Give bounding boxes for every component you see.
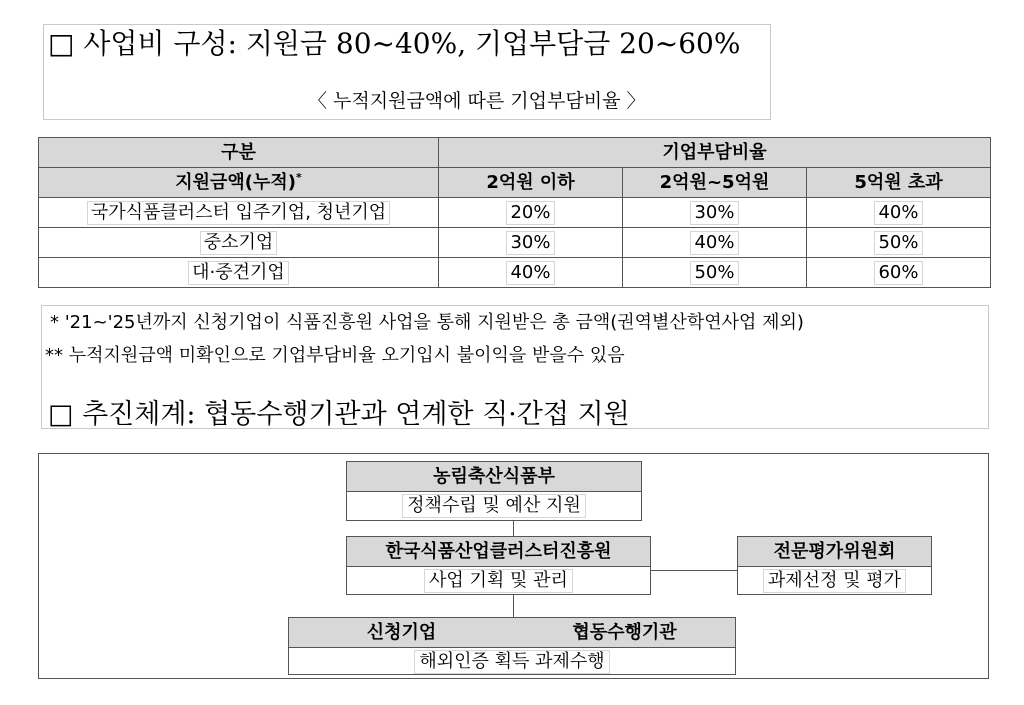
table-subheader-row <box>39 168 991 198</box>
row-label: 대·중견기업 <box>39 258 439 288</box>
table-cell: 40% <box>623 228 807 258</box>
table-cell: 50% <box>807 228 991 258</box>
node-committee: 전문평가위원회 과제선정 및 평가 <box>737 536 932 595</box>
burden-ratio-table <box>38 137 991 288</box>
footnote-2: ** 누적지원금액 미확인으로 기업부담비율 오기입시 불이익을 받을수 있음 <box>45 345 625 366</box>
table-cell: 20% <box>439 198 623 228</box>
table-header-row <box>39 138 991 168</box>
applicant-company-label: 신청기업 <box>289 618 515 648</box>
table-cell: 40% <box>807 198 991 228</box>
table-row <box>39 198 991 228</box>
table-row <box>39 258 991 288</box>
partner-institution-label: 협동수행기관 <box>514 618 735 648</box>
footnote-1: * '21~'25년까지 신청기업이 식품진흥원 사업을 통해 지원받은 총 금액(권역별산학연사업 제외) <box>50 312 804 333</box>
table-cell: 30% <box>623 198 807 228</box>
header-burden-ratio: 기업부담비율 <box>439 138 991 168</box>
table-row <box>39 228 991 258</box>
row-label: 국가식품클러스터 입주기업, 청년기업 <box>39 198 439 228</box>
node-foundation: 한국식품산업클러스터진흥원 사업 기획 및 관리 <box>346 536 651 595</box>
connector-line <box>651 570 737 571</box>
header-support-amount: 지원금액(누적)* <box>39 168 439 198</box>
table-cell: 40% <box>439 258 623 288</box>
organization-diagram <box>38 453 989 679</box>
node-applicant: 신청기업 협동수행기관 해외인증 획득 과제수행 <box>288 617 736 675</box>
section2-title: □ 추진체계: 협동수행기관과 연계한 직·간접 지원 <box>48 399 630 430</box>
connector-line <box>513 521 514 536</box>
header-category: 구분 <box>39 138 439 168</box>
table-cell: 60% <box>807 258 991 288</box>
table-caption: 〈 누적지원금액에 따른 기업부담비율 〉 <box>308 90 646 112</box>
row-label: 중소기업 <box>39 228 439 258</box>
table-cell: 50% <box>623 258 807 288</box>
footnote-mark: * <box>296 171 302 184</box>
table-cell: 30% <box>439 228 623 258</box>
column-header: 5억원 초과 <box>807 168 991 198</box>
column-header: 2억원 이하 <box>439 168 623 198</box>
section1-title: □ 사업비 구성: 지원금 80~40%, 기업부담금 20~60% <box>48 27 741 60</box>
node-ministry: 농림축산식품부 정책수립 및 예산 지원 <box>346 461 642 521</box>
connector-line <box>513 595 514 617</box>
column-header: 2억원~5억원 <box>623 168 807 198</box>
